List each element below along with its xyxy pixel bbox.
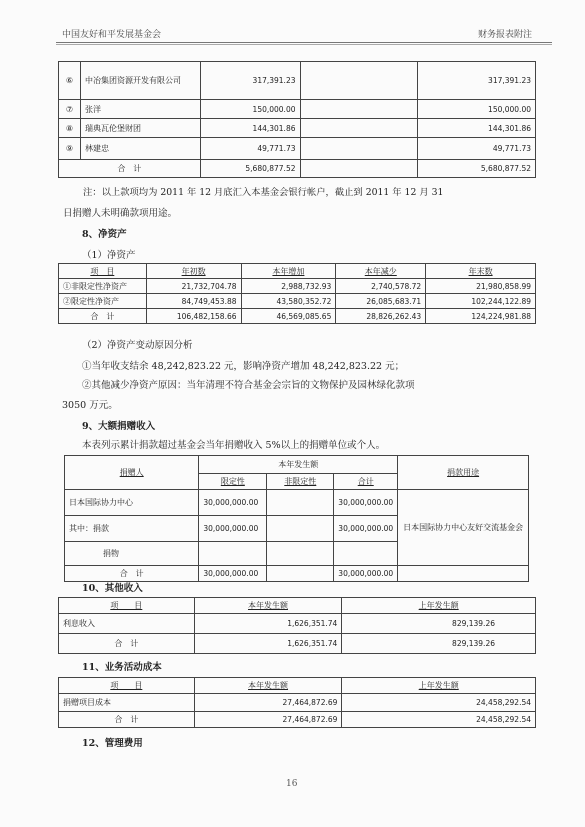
prior-year-value: 24,458,292.54 <box>342 712 536 728</box>
current-year-value: 27,464,872.69 <box>194 712 342 728</box>
empty-cell <box>398 566 529 582</box>
table-row <box>59 694 536 712</box>
current-year-value: 1,626,351.74 <box>194 634 342 654</box>
donor-amount: 49,771.73 <box>200 138 300 160</box>
prior-year-value: 829,139.26 <box>342 634 536 654</box>
col-header-donor: 捐赠人 <box>65 456 199 490</box>
section-9-title: 9、大额捐赠收入 <box>82 421 156 432</box>
table-row <box>59 100 536 119</box>
table-header-row <box>65 456 529 474</box>
donation-use: 日本国际协力中心友好交流基金会 <box>398 490 529 566</box>
donor-total: 49,771.73 <box>418 138 536 160</box>
table-row <box>59 614 536 634</box>
empty-cell <box>199 542 267 566</box>
col-header-current-year: 本年发生额 <box>194 598 342 614</box>
col-header-increase: 本年增加 <box>241 264 336 279</box>
donor-name: 林建忠 <box>80 138 200 160</box>
value-begin: 21,732,704.78 <box>146 279 241 294</box>
table-row-total <box>59 712 536 728</box>
col-header-unrestricted: 非限定性 <box>267 474 334 490</box>
table-row-total <box>59 634 536 654</box>
reason-1: ①当年收支结余 48,242,823.22 元，影响净资产增加 48,242,823.22 元； <box>82 361 405 372</box>
donor-amount: 150,000.00 <box>200 100 300 119</box>
net-assets-table <box>58 263 536 324</box>
empty-cell <box>334 542 398 566</box>
total-amount: 5,680,877.52 <box>200 160 300 178</box>
donor-label: 其中：捐款 <box>65 516 199 542</box>
table-header-row <box>59 264 536 279</box>
col-header-current-year: 本年发生额 <box>194 678 342 694</box>
row-number: ⑥ <box>59 62 81 100</box>
total-value: 30,000,000.00 <box>334 516 398 542</box>
header-rule-secondary <box>56 44 552 45</box>
donor-total: 144,301.86 <box>418 119 536 138</box>
section-12-title: 12、管理费用 <box>82 738 143 749</box>
item-label: 利息收入 <box>59 614 195 634</box>
col-header-prior-year: 上年发生额 <box>342 598 536 614</box>
section-8-title: 8、净资产 <box>82 229 127 240</box>
section-8-subtitle-1: （1）净资产 <box>82 250 136 261</box>
prior-year-value: 24,458,292.54 <box>342 694 536 712</box>
row-number: ⑦ <box>59 100 81 119</box>
donor-total: 150,000.00 <box>418 100 536 119</box>
activity-cost-table <box>58 677 536 728</box>
col-header-restricted: 限定性 <box>199 474 267 490</box>
empty-cell <box>300 100 418 119</box>
empty-cell <box>267 542 334 566</box>
note-line-1: 注：以上款项均为 2011 年 12 月底汇入本基金会银行帐户，截止到 2011 年 12 月 31 <box>83 187 444 198</box>
total-label: 合 计 <box>59 160 201 178</box>
col-header-begin: 年初数 <box>146 264 241 279</box>
donor-amount: 144,301.86 <box>200 119 300 138</box>
restricted-value: 30,000,000.00 <box>199 566 267 582</box>
empty-cell <box>300 119 418 138</box>
section-8-subtitle-2: （2）净资产变动原因分析 <box>82 340 193 351</box>
header-org-name: 中国友好和平发展基金会 <box>62 30 162 40</box>
value-begin: 84,749,453.88 <box>146 294 241 309</box>
empty-cell <box>300 138 418 160</box>
reason-2-line-1: ②其他减少净资产原因：当年清理不符合基金会宗旨的文物保护及园林绿化款项 <box>82 380 415 391</box>
item-label: ②限定性净资产 <box>59 294 147 309</box>
col-header-current-year: 本年发生额 <box>199 456 398 474</box>
item-label: 捐赠项目成本 <box>59 694 195 712</box>
value-decrease: 28,826,262.43 <box>336 309 426 324</box>
section-11-title: 11、业务活动成本 <box>82 662 162 673</box>
value-end: 124,224,981.88 <box>426 309 536 324</box>
empty-cell <box>267 516 334 542</box>
donor-name: 张洋 <box>80 100 200 119</box>
section-10-title: 10、其他收入 <box>82 583 143 594</box>
value-decrease: 2,740,578.72 <box>336 279 426 294</box>
value-end: 21,980,858.99 <box>426 279 536 294</box>
table-row <box>59 62 536 100</box>
table-row-total <box>59 309 536 324</box>
value-decrease: 26,085,683.71 <box>336 294 426 309</box>
row-number: ⑨ <box>59 138 81 160</box>
value-end: 102,244,122.89 <box>426 294 536 309</box>
donor-table <box>58 61 536 178</box>
section-9-description: 本表列示累计捐款超过基金会当年捐赠收入 5%以上的捐赠单位或个人。 <box>82 440 386 451</box>
donor-total: 317,391.23 <box>418 62 536 100</box>
restricted-value: 30,000,000.00 <box>199 490 267 516</box>
other-income-table <box>58 597 536 654</box>
donor-name: 瑞典瓦伦堡财团 <box>80 119 200 138</box>
total-total: 5,680,877.52 <box>418 160 536 178</box>
col-header-end: 年末数 <box>426 264 536 279</box>
empty-cell <box>300 62 418 100</box>
large-donation-table <box>64 455 529 582</box>
item-label: 合 计 <box>59 634 195 654</box>
table-row <box>65 490 529 516</box>
donor-label: 日本国际协力中心 <box>65 490 199 516</box>
table-row <box>59 294 536 309</box>
restricted-value: 30,000,000.00 <box>199 516 267 542</box>
row-number: ⑧ <box>59 119 81 138</box>
col-header-total: 合计 <box>334 474 398 490</box>
item-label: 合 计 <box>59 712 195 728</box>
table-row <box>59 138 536 160</box>
col-header-item: 项 目 <box>59 598 195 614</box>
item-label: ①非限定性净资产 <box>59 279 147 294</box>
donor-label: 捐物 <box>65 542 199 566</box>
empty-cell <box>300 160 418 178</box>
table-header-row <box>59 678 536 694</box>
header-rule <box>56 42 552 43</box>
col-header-use: 捐款用途 <box>398 456 529 490</box>
value-increase: 2,988,732.93 <box>241 279 336 294</box>
total-value: 30,000,000.00 <box>334 490 398 516</box>
empty-cell <box>267 566 334 582</box>
reason-2-line-2: 3050 万元。 <box>62 400 118 411</box>
table-row-total <box>59 160 536 178</box>
total-value: 30,000,000.00 <box>334 566 398 582</box>
item-label: 合 计 <box>59 309 147 324</box>
current-year-value: 27,464,872.69 <box>194 694 342 712</box>
col-header-item: 项 目 <box>59 678 195 694</box>
value-increase: 43,580,352.72 <box>241 294 336 309</box>
col-header-decrease: 本年减少 <box>336 264 426 279</box>
value-begin: 106,482,158.66 <box>146 309 241 324</box>
page-number: 16 <box>286 779 298 789</box>
donor-amount: 317,391.23 <box>200 62 300 100</box>
donor-label: 合 计 <box>65 566 199 582</box>
empty-cell <box>267 490 334 516</box>
prior-year-value: 829,139.26 <box>342 614 536 634</box>
donor-name: 中冶集团资源开发有限公司 <box>80 62 200 100</box>
table-row <box>59 279 536 294</box>
note-line-2: 日捐赠人未明确款项用途。 <box>63 208 178 219</box>
current-year-value: 1,626,351.74 <box>194 614 342 634</box>
col-header-prior-year: 上年发生额 <box>342 678 536 694</box>
value-increase: 46,569,085.65 <box>241 309 336 324</box>
table-header-row <box>59 598 536 614</box>
table-row <box>59 119 536 138</box>
col-header-item: 项 目 <box>59 264 147 279</box>
header-section-name: 财务报表附注 <box>478 30 533 40</box>
